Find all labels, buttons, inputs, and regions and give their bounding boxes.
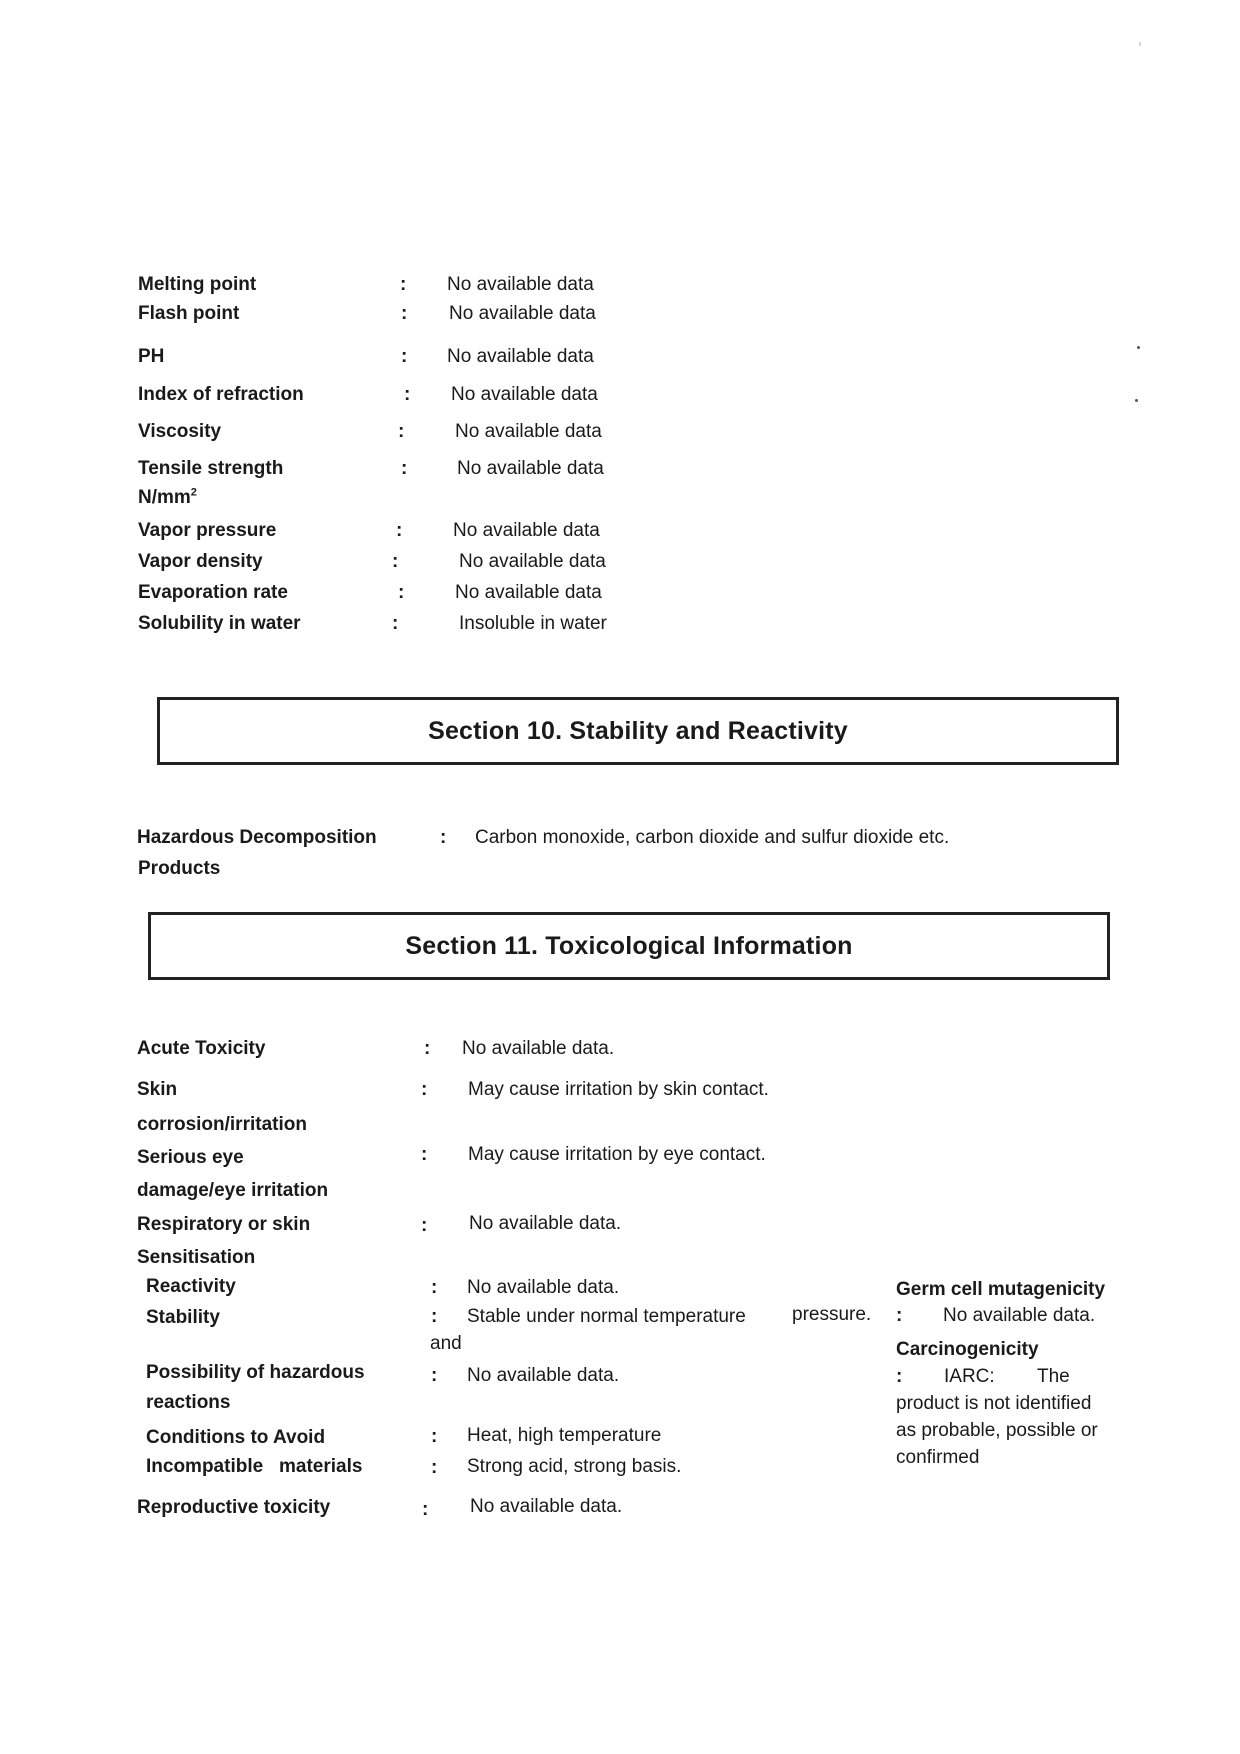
row-label: Reactivity (146, 1276, 236, 1297)
row-label-cont: damage/eye irritation (137, 1180, 329, 1201)
row-value: Stable under normal temperature (467, 1306, 746, 1327)
scan-speck (1135, 399, 1138, 402)
row-value: No available data. (467, 1277, 620, 1298)
separator: : (421, 1215, 428, 1236)
row-value: No available data. (469, 1213, 622, 1234)
separator: : (431, 1365, 438, 1386)
row-value: No available data. (462, 1038, 615, 1059)
row-value: No available data. (467, 1365, 620, 1386)
property-label: Vapor pressure (138, 520, 277, 541)
row-value: Carbon monoxide, carbon dioxide and sulfur dioxide etc. (475, 827, 950, 848)
row-label: Stability (146, 1307, 220, 1328)
row-label-cont: Sensitisation (137, 1247, 256, 1268)
row-label: Incompatible materials (146, 1456, 363, 1477)
scan-speck (1139, 42, 1141, 46)
unit-superscript: 2 (190, 486, 197, 499)
property-label: Vapor density (138, 551, 263, 572)
side-label: Carcinogenicity (896, 1339, 1039, 1360)
separator: : (396, 520, 403, 541)
separator: : (392, 613, 399, 634)
row-label-cont: corrosion/irritation (137, 1114, 307, 1135)
side-value: The (1037, 1366, 1070, 1387)
row-value: May cause irritation by skin contact. (468, 1079, 769, 1100)
row-label: Reproductive toxicity (137, 1497, 331, 1518)
row-label-cont: reactions (146, 1392, 231, 1413)
row-value-cont: and (430, 1333, 462, 1354)
separator: : (896, 1366, 903, 1387)
property-label: Melting point (138, 274, 257, 295)
row-label-cont: Products (138, 858, 221, 879)
side-value: IARC: (944, 1366, 995, 1387)
separator: : (392, 551, 399, 572)
scan-speck (1137, 346, 1140, 349)
row-label: Acute Toxicity (137, 1038, 266, 1059)
separator: : (896, 1305, 903, 1326)
separator: : (424, 1038, 431, 1059)
separator: : (398, 582, 405, 603)
section-title: Section 11. Toxicological Information (405, 931, 853, 960)
row-value: Strong acid, strong basis. (467, 1456, 682, 1477)
row-value: Heat, high temperature (467, 1425, 662, 1446)
property-value: No available data (459, 551, 606, 572)
row-value-tail: pressure. (792, 1304, 872, 1325)
property-value: No available data (455, 421, 602, 442)
property-value: No available data (449, 303, 596, 324)
separator: : (404, 384, 411, 405)
separator: : (401, 458, 408, 479)
row-label: Respiratory or skin (137, 1214, 311, 1235)
property-label: Solubility in water (138, 613, 301, 634)
property-label: Tensile strength (138, 458, 284, 479)
row-label: Hazardous Decomposition (137, 827, 377, 848)
section-title: Section 10. Stability and Reactivity (428, 716, 848, 745)
property-label: Evaporation rate (138, 582, 288, 603)
side-value-line: product is not identified (896, 1393, 1092, 1414)
property-value: No available data (451, 384, 598, 405)
separator: : (421, 1144, 428, 1165)
side-label: Germ cell mutagenicity (896, 1279, 1106, 1300)
row-value: May cause irritation by eye contact. (468, 1144, 766, 1165)
separator: : (398, 421, 405, 442)
separator: : (401, 303, 408, 324)
property-label: Index of refraction (138, 384, 304, 405)
property-label: PH (138, 346, 165, 367)
separator: : (421, 1079, 428, 1100)
section-11-header (148, 912, 1110, 980)
row-label: Conditions to Avoid (146, 1427, 326, 1448)
property-value: No available data (447, 274, 594, 295)
side-value: No available data. (943, 1305, 1096, 1326)
row-label: Skin (137, 1079, 178, 1100)
section-10-header (157, 697, 1119, 765)
property-label: Flash point (138, 303, 240, 324)
property-label: Viscosity (138, 421, 222, 442)
separator: : (431, 1306, 438, 1327)
property-value: No available data (447, 346, 594, 367)
separator: : (440, 827, 447, 848)
unit-text: N/mm (138, 487, 191, 508)
property-value: Insoluble in water (459, 613, 607, 634)
property-value: No available data (453, 520, 600, 541)
property-value: No available data (455, 582, 602, 603)
property-value: No available data (457, 458, 604, 479)
property-label-unit (138, 487, 197, 509)
separator: : (422, 1499, 429, 1520)
separator: : (431, 1457, 438, 1478)
row-label: Possibility of hazardous (146, 1362, 365, 1383)
side-value-line: as probable, possible or (896, 1420, 1098, 1441)
separator: : (431, 1426, 438, 1447)
row-label: Serious eye (137, 1147, 244, 1168)
side-value-line: confirmed (896, 1447, 980, 1468)
separator: : (400, 274, 407, 295)
separator: : (431, 1277, 438, 1298)
separator: : (401, 346, 408, 367)
row-value: No available data. (470, 1496, 623, 1517)
